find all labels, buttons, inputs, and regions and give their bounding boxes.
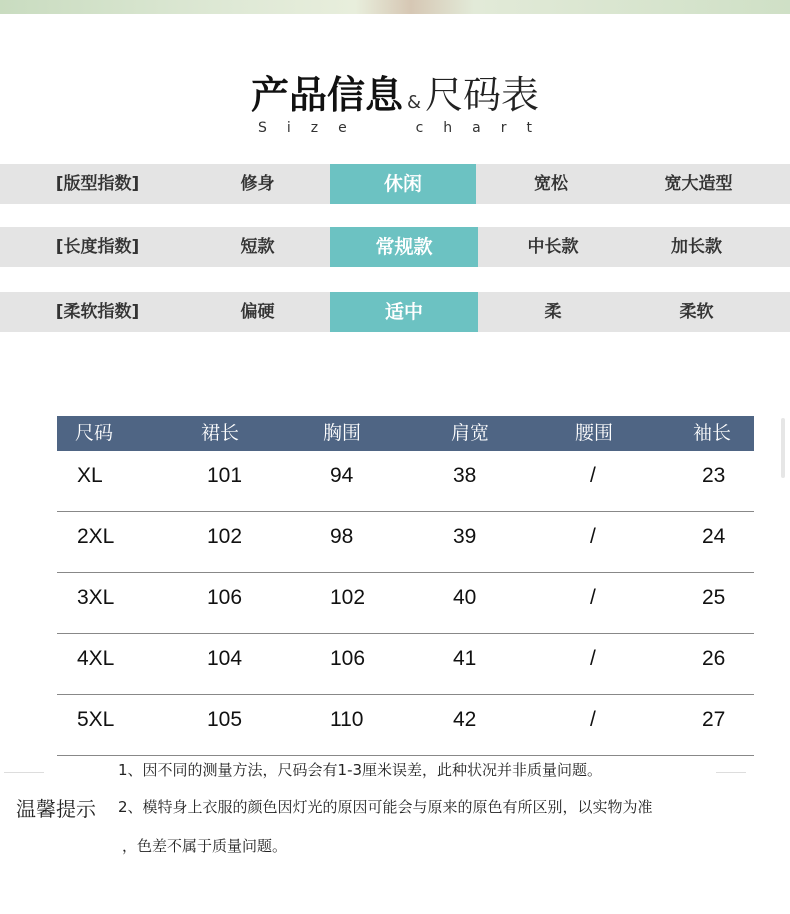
cell-waist: /	[590, 525, 596, 548]
cell-bust: 110	[330, 708, 364, 731]
cell-bust: 102	[330, 586, 366, 609]
index-option: 宽大造型	[664, 174, 733, 194]
cell-dress-length: 105	[207, 708, 243, 731]
subtitle: Size chart	[257, 120, 553, 136]
cell-size: 2XL	[77, 525, 115, 548]
top-photo-strip	[0, 0, 790, 14]
header-dress-length: 裙长	[201, 422, 240, 444]
index-row-softness	[0, 292, 790, 332]
cell-bust: 106	[330, 647, 366, 670]
index-option: 修身	[240, 174, 275, 194]
cell-sleeve: 23	[702, 464, 726, 487]
cell-shoulder: 38	[453, 464, 477, 487]
index-option: 偏硬	[240, 302, 275, 322]
index-option: 柔	[544, 302, 562, 322]
index-label: [版型指数]	[55, 174, 140, 194]
index-option: 短款	[240, 237, 275, 257]
cell-size: 5XL	[77, 708, 115, 731]
index-option-selected: 常规款	[330, 227, 478, 267]
table-row	[57, 573, 754, 634]
index-option: 宽松	[534, 174, 568, 194]
index-option-selected: 休闲	[330, 164, 476, 204]
header-shoulder: 肩宽	[451, 422, 490, 444]
index-option: 柔软	[679, 302, 714, 322]
index-option-selected: 适中	[330, 292, 478, 332]
title-bold: 产品信息	[250, 73, 403, 117]
index-row-fit	[0, 164, 790, 204]
index-row-length	[0, 227, 790, 267]
table-row	[57, 512, 754, 573]
cell-dress-length: 104	[207, 647, 243, 670]
cell-waist: /	[590, 586, 596, 609]
header-bust: 胸围	[323, 422, 362, 444]
header-size: 尺码	[75, 422, 114, 444]
cell-bust: 94	[330, 464, 354, 487]
cell-size: XL	[77, 464, 103, 487]
cell-bust: 98	[330, 525, 354, 548]
tips-label: 温馨提示	[16, 797, 96, 821]
cell-sleeve: 27	[702, 708, 726, 731]
index-label: [柔软指数]	[55, 302, 140, 322]
note-line-3: ，色差不属于质量问题。	[122, 837, 288, 855]
header-sleeve: 袖长	[693, 422, 732, 444]
title-light: 尺码表	[425, 73, 540, 117]
size-table-header	[57, 416, 754, 451]
index-label: [长度指数]	[55, 237, 140, 257]
cell-shoulder: 42	[453, 708, 477, 731]
index-option: 中长款	[527, 237, 579, 257]
scrollbar[interactable]	[781, 418, 785, 478]
cell-dress-length: 102	[207, 525, 243, 548]
title-ampersand: &	[406, 92, 422, 113]
index-option: 加长款	[671, 237, 722, 257]
cell-waist: /	[590, 647, 596, 670]
cell-size: 3XL	[77, 586, 115, 609]
header-waist: 腰围	[575, 422, 614, 444]
size-table	[57, 416, 754, 756]
cell-waist: /	[590, 708, 596, 731]
cell-dress-length: 106	[207, 586, 243, 609]
note-line-1: 1、因不同的测量方法，尺码会有1-3厘米误差，此种状况并非质量问题。	[118, 761, 603, 779]
cell-dress-length: 101	[207, 464, 243, 487]
cell-shoulder: 39	[453, 525, 477, 548]
cell-sleeve: 25	[702, 586, 726, 609]
cell-waist: /	[590, 464, 596, 487]
cell-shoulder: 41	[453, 647, 477, 670]
note-line-2: 2、模特身上衣服的颜色因灯光的原因可能会与原来的原色有所区别，以实物为准	[118, 798, 653, 816]
page-title	[0, 64, 790, 119]
cell-sleeve: 26	[702, 647, 726, 670]
cell-shoulder: 40	[453, 586, 477, 609]
divider	[716, 772, 746, 773]
cell-size: 4XL	[77, 647, 115, 670]
table-row	[57, 634, 754, 695]
divider	[4, 772, 44, 773]
table-row	[57, 695, 754, 756]
table-row	[57, 451, 754, 512]
cell-sleeve: 24	[702, 525, 726, 548]
